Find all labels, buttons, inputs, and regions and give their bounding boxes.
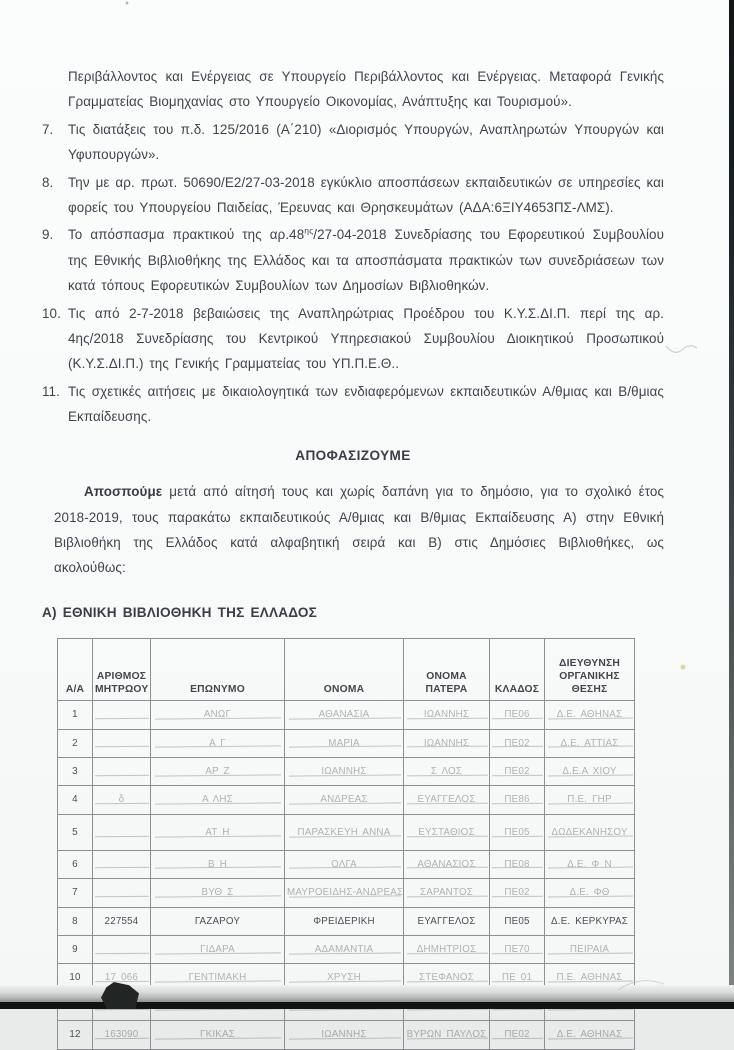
item-text-part: /27-04-2018 Συνεδρίασης του Εφορευτικού Συμβουλίου της Εθνικής Βιβλιοθήκης της Ελλάδος και τα αποσπάσματα πρακτικών των συνεδριάσεων των κατά τόπους Εφορευτικών Συμβουλίων των Δημοσίων Βιβλιοθηκών. [68, 227, 665, 294]
data-cell: Δ.Ε. ΑΘΗΝΑΣ [545, 701, 635, 729]
data-cell: ΣΤΕΦΑΝΟΣ [404, 964, 490, 992]
row-index-cell: 10 [58, 964, 93, 992]
right-edge-scan-shadow [729, 0, 734, 994]
data-cell: ΕΥΑΓΓΕΛΟΣ [404, 907, 490, 935]
data-cell: Α Γ [151, 729, 285, 757]
data-cell: Δ.Ε. ΑΤΤΙΑΣ [545, 729, 635, 757]
data-cell: ΑΝΩΓ [151, 701, 285, 729]
table-row [58, 1021, 635, 1049]
data-cell: ΜΑΥΡΟΕΙΔΗΣ-ΑΝΔΡΕΑΣ [285, 879, 404, 907]
data-cell: ΔΩΔΕΚΑΝΗΣΟΥ [545, 814, 635, 850]
data-cell: 17 066 [93, 964, 151, 992]
header-cell-surname: ΕΠΩΝΥΜΟ [151, 639, 285, 701]
row-index-cell: 9 [58, 935, 93, 963]
data-cell: ΠΕ05 [490, 907, 545, 935]
data-cell: ΟΛΓΑ [285, 850, 404, 878]
data-cell: ΕΥΑΓΓΕΛΟΣ [404, 786, 490, 814]
header-cell-directorate: ΔΙΕΥΘΥΝΣΗ ΟΡΓΑΝΙΚΗΣ ΘΕΣΗΣ [545, 639, 635, 701]
continuation-paragraph: Περιβάλλοντος και Ενέργειας σε Υπουργείο Περιβάλλοντος και Ενέργειας. Μεταφορά Γενικής Γραμματείας Βιομηχανίας στο Υπουργείο Οικονομίας, Ανάπτυξης και Τουρισμού». [68, 69, 664, 110]
data-cell: ΠΕ06 [490, 701, 545, 729]
item-text [68, 222, 664, 298]
table-row [58, 850, 635, 878]
table-row [58, 814, 635, 850]
data-cell [93, 935, 151, 963]
decision-heading: ΑΠΟΦΑΣΙΖΟΥΜΕ [295, 447, 411, 463]
yellow-speck [681, 665, 686, 670]
legal-item-11 [42, 379, 664, 430]
row-index-cell: 3 [58, 757, 93, 785]
row-index-cell: 6 [58, 850, 93, 878]
header-cell-first-name: ΟΝΟΜΑ [285, 639, 404, 701]
data-cell: ΑΡ Ζ [151, 757, 285, 785]
item-number: 7. [42, 121, 54, 137]
data-cell: ΑΘΑΝΑΣΙΑ [285, 701, 404, 729]
header-cell-aa: Α/Α [58, 639, 93, 701]
item-text: Τις διατάξεις του π.δ. 125/2016 (Α΄210) «Διορισμός Υπουργών, Αναπληρωτών Υπουργών και Υφυπουργών». [68, 121, 664, 163]
data-cell [93, 729, 151, 757]
data-cell: Δ.Ε. ΦΘ [545, 879, 635, 907]
legal-item-9 [42, 222, 664, 298]
data-cell: ΠΕΙΡΑΙΑ [545, 935, 635, 963]
data-cell: Α ΛΗΣ [151, 786, 285, 814]
table-row [58, 879, 635, 907]
header-cell-registry-number: ΑΡΙΘΜΟΣ ΜΗΤΡΩΟΥ [93, 639, 151, 701]
data-cell: Π.Ε. ΑΘΗΝΑΣ [545, 964, 635, 992]
data-cell: ΓΙΔΑΡΑ [151, 935, 285, 963]
table-row [58, 701, 635, 729]
data-cell [93, 757, 151, 785]
data-cell [93, 814, 151, 850]
item-text: Τις από 2-7-2018 βεβαιώσεις της Αναπληρώτριας Προέδρου του Κ.Υ.Σ.ΔΙ.Π. περί της αρ. 4ης/2018 Συνεδρίασης του Κεντρικού Υπηρεσιακού Συμβουλίου Διοικητικού Προσωπικού (Κ.Υ.Σ.ΔΙ.Π.) της Γενικής Γραμματείας του ΥΠ.Π.Ε.Θ.. [68, 305, 664, 372]
table-row [58, 757, 635, 785]
data-cell: ΙΩΑΝΝΗΣ [285, 757, 404, 785]
section-heading: Α) ΕΘΝΙΚΗ ΒΙΒΛΙΟΘΗΚΗ ΤΗΣ ΕΛΛΑΔΟΣ [42, 604, 318, 620]
data-cell: ΓΑΖΑΡΟΥ [151, 907, 285, 935]
data-cell: ΠΕ05 [490, 814, 545, 850]
legal-item-10 [42, 301, 664, 377]
item-text-part: Το απόσπασμα πρακτικού της αρ.48 [68, 227, 305, 243]
document-body [42, 64, 664, 1050]
data-cell: ΜΑΡΙΑ [285, 729, 404, 757]
data-cell: ΠΕ 01 [490, 964, 545, 992]
decision-paragraph-rest: μετά από αίτησή τους και χωρίς δαπάνη για το δημόσιο, για το σχολικό έτος 2018-2019, τους παρακάτω εκπαιδευτικούς Α/θμιας και Β/θμιας Εκπαίδευσης Α) στην Εθνική Βιβλιοθήκη της Ελλάδος κατά αλφαβητική σειρά και Β) στις Δημόσιες Βιβλιοθήκες, ως ακολούθως: [54, 484, 664, 576]
data-cell: 163090 [93, 1021, 151, 1049]
table-row [58, 786, 635, 814]
legal-item-7 [42, 117, 664, 168]
data-cell: Δ.Ε. ΑΘΗΝΑΣ [545, 1021, 635, 1049]
legal-item-8 [42, 170, 664, 221]
table-row [58, 729, 635, 757]
data-cell [93, 850, 151, 878]
ordinal-superscript: ης [304, 225, 314, 236]
table-header-row [58, 639, 635, 701]
item-number: 11. [42, 383, 60, 399]
data-cell [93, 701, 151, 729]
item-text: Τις σχετικές αιτήσεις με δικαιολογητικά των ενδιαφερόμενων εκπαιδευτικών Α/θμιας και Β/θμιας Εκπαίδευσης. [68, 383, 664, 425]
data-cell: Β Η [151, 850, 285, 878]
row-index-cell: 7 [58, 879, 93, 907]
item-number: 9. [42, 227, 54, 243]
header-cell-father-name: ΟΝΟΜΑ ΠΑΤΕΡΑ [404, 639, 490, 701]
data-cell: ΙΩΑΝΝΗΣ [404, 701, 490, 729]
data-cell: ΠΑΡΑΣΚΕΥΗ ΑΝΝΑ [285, 814, 404, 850]
data-cell: Σ ΛΟΣ [404, 757, 490, 785]
table-row [58, 935, 635, 963]
data-cell: ΧΡΥΣΗ [285, 964, 404, 992]
item-number: 8. [42, 174, 54, 190]
data-cell: ΔΗΜΗΤΡΙΟΣ [404, 935, 490, 963]
data-cell: ΠΕ02 [490, 729, 545, 757]
data-cell: ΑΔΑΜΑΝΤΙΑ [285, 935, 404, 963]
row-index-cell: 4 [58, 786, 93, 814]
data-cell: ΣΑΡΑΝΤΟΣ [404, 879, 490, 907]
data-cell: ΠΕ70 [490, 935, 545, 963]
data-cell: Δ.Ε.Α ΧΙΟΥ [545, 757, 635, 785]
data-cell: ΠΕ02 [490, 879, 545, 907]
data-cell: ΦΡΕΙΔΕΡΙΚΗ [285, 907, 404, 935]
data-cell: ΠΕ02 [490, 1021, 545, 1049]
data-cell: Π.Ε. ΓΗΡ [545, 786, 635, 814]
data-cell: ΑΘΑΝΑΣΙΟΣ [404, 850, 490, 878]
data-cell: δ [93, 786, 151, 814]
row-index-cell: 12 [58, 1021, 93, 1049]
item-number: 10. [42, 305, 61, 321]
row-index-cell: 1 [58, 701, 93, 729]
row-index-cell: 5 [58, 814, 93, 850]
table-row [58, 907, 635, 935]
data-cell: ΑΤ Η [151, 814, 285, 850]
data-cell: ΕΥΣΤΑΘΙΟΣ [404, 814, 490, 850]
data-cell: Δ.Ε. ΚΕΡΚΥΡΑΣ [545, 907, 635, 935]
item-text: Την με αρ. πρωτ. 50690/Ε2/27-03-2018 εγκύκλιο αποσπάσεων εκπαιδευτικών σε υπηρεσίες και φορείς του Υπουργείου Παιδείας, Έρευνας και Θρησκευμάτων (ΑΔΑ:6ΞΙΥ4653ΠΣ-ΛΜΣ). [68, 174, 664, 216]
data-cell: ΒΥΡΩΝ ΠΑΥΛΟΣ [404, 1021, 490, 1049]
data-cell: ΠΕ86 [490, 786, 545, 814]
legal-items-list [42, 117, 664, 430]
data-cell: 227554 [93, 907, 151, 935]
decision-paragraph [54, 479, 664, 581]
data-cell: ΒΥΘ Σ [151, 879, 285, 907]
data-cell: ΙΩΑΝΝΗΣ [285, 1021, 404, 1049]
header-cell-branch: ΚΛΑΔΟΣ [490, 639, 545, 701]
data-cell: ΙΩΑΝΝΗΣ [404, 729, 490, 757]
row-index-cell: 8 [58, 907, 93, 935]
data-cell [93, 879, 151, 907]
data-cell: ΑΝΔΡΕΑΣ [285, 786, 404, 814]
data-cell: ΓΕΝΤΙΜΑΚΗ [151, 964, 285, 992]
data-cell: ΓΚΙΚΑΣ [151, 1021, 285, 1049]
data-cell: ΠΕ08 [490, 850, 545, 878]
data-cell: ΠΕ02 [490, 757, 545, 785]
row-index-cell: 2 [58, 729, 93, 757]
data-cell: Δ.Ε. Φ Ν [545, 850, 635, 878]
decision-lead-word: Αποσπούμε [84, 484, 163, 500]
